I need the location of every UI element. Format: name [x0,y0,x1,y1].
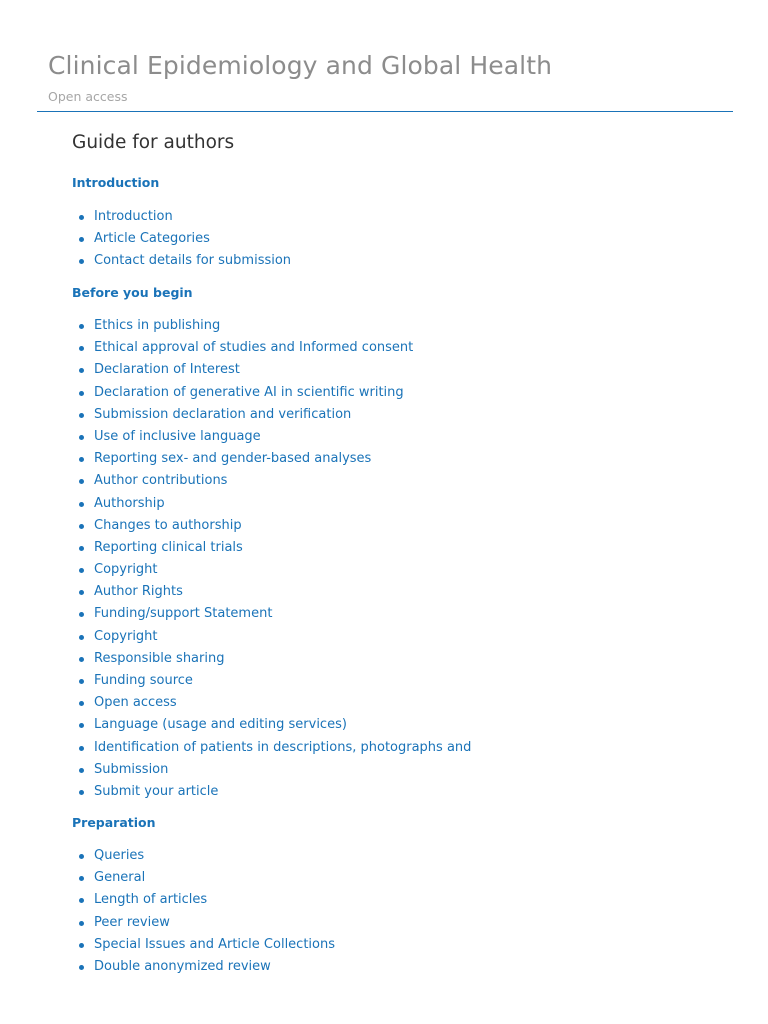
toc-link[interactable]: Use of inclusive language [94,428,261,444]
section-heading-preparation[interactable]: Preparation [72,815,156,830]
bullet-icon [79,391,84,396]
toc-item[interactable] [72,404,471,426]
journal-title: Clinical Epidemiology and Global Health [48,51,553,80]
toc-link[interactable]: Responsible sharing [94,650,225,666]
toc-link[interactable]: Authorship [94,495,165,511]
toc-link[interactable]: Declaration of generative AI in scientific writing [94,384,404,400]
toc-link[interactable]: Length of articles [94,892,208,908]
bullet-icon [79,435,84,440]
guide-content [72,125,712,974]
section-before-you-begin [72,285,471,803]
bullet-icon [79,657,84,662]
toc-item[interactable] [72,912,335,934]
toc-item[interactable] [72,448,471,470]
toc-item[interactable] [72,867,335,889]
toc-link[interactable]: Author Rights [94,584,183,600]
toc-link[interactable]: Reporting clinical trials [94,539,243,555]
toc-link[interactable]: Submission declaration and verification [94,406,352,422]
bullet-icon [79,854,84,859]
toc-item[interactable] [72,581,471,603]
toc-list-before-you-begin [72,315,471,803]
toc-item[interactable] [72,603,471,625]
toc-link[interactable]: Author contributions [94,473,228,489]
toc-link[interactable]: Identification of patients in descriptions, photographs and [94,739,472,755]
toc-item[interactable] [72,759,471,781]
section-heading-introduction[interactable]: Introduction [72,175,160,190]
bullet-icon [79,943,84,948]
bullet-icon [79,898,84,903]
toc-link[interactable]: Submission [94,761,169,777]
bullet-icon [79,635,84,640]
toc-link[interactable]: Introduction [94,209,173,224]
bullet-icon [79,723,84,728]
toc-item[interactable] [72,537,471,559]
toc-item[interactable] [72,626,471,648]
toc-item[interactable] [72,206,291,228]
toc-item[interactable] [72,648,471,670]
toc-link[interactable]: Double anonymized review [94,958,271,974]
toc-link[interactable]: Funding source [94,673,193,688]
toc-item[interactable] [72,515,471,537]
toc-item[interactable] [72,426,471,448]
toc-link[interactable]: Funding/support Statement [94,606,273,622]
bullet-icon [79,965,84,970]
bullet-icon [79,701,84,706]
toc-item[interactable] [72,315,471,337]
toc-link[interactable]: Peer review [94,914,170,930]
toc-item[interactable] [72,737,471,759]
toc-link[interactable]: Submit your article [94,783,219,799]
toc-list-preparation [72,845,335,978]
toc-link[interactable]: Changes to authorship [94,517,242,533]
bullet-icon [79,612,84,617]
toc-item[interactable] [72,956,335,978]
bullet-icon [79,479,84,484]
bullet-icon [79,368,84,373]
toc-link[interactable]: Special Issues and Article Collections [94,936,335,952]
section-preparation [72,815,335,978]
bullet-icon [79,413,84,418]
page-title: Guide for authors [72,132,235,153]
toc-link[interactable]: Copyright [94,628,158,644]
toc-item[interactable] [72,250,291,272]
toc-item[interactable] [72,670,471,692]
toc-link[interactable]: Language (usage and editing services) [94,717,347,733]
toc-link[interactable]: Reporting sex- and gender-based analyses [94,451,372,467]
toc-link[interactable]: Queries [94,848,145,863]
bullet-icon [79,215,84,220]
bullet-icon [79,590,84,595]
bullet-icon [79,921,84,926]
bullet-icon [79,546,84,551]
bullet-icon [79,568,84,573]
bullet-icon [79,324,84,329]
toc-link[interactable]: Open access [94,695,177,711]
toc-item[interactable] [72,845,335,867]
bullet-icon [79,790,84,795]
toc-list-introduction [72,206,291,273]
toc-link[interactable]: General [94,870,146,886]
bullet-icon [79,346,84,351]
toc-item[interactable] [72,889,335,911]
toc-link[interactable]: Declaration of Interest [94,362,240,378]
bullet-icon [79,237,84,242]
bullet-icon [79,502,84,507]
toc-link[interactable]: Copyright [94,562,158,578]
bullet-icon [79,524,84,529]
toc-item[interactable] [72,382,471,404]
section-heading-before-you-begin[interactable]: Before you begin [72,285,193,300]
toc-item[interactable] [72,359,471,381]
toc-item[interactable] [72,470,471,492]
section-introduction [72,175,291,273]
toc-item[interactable] [72,714,471,736]
bullet-icon [79,746,84,751]
toc-item[interactable] [72,337,471,359]
toc-link[interactable]: Contact details for submission [94,253,292,269]
toc-item[interactable] [72,692,471,714]
toc-item[interactable] [72,493,471,515]
page-header [37,0,733,112]
bullet-icon [79,876,84,881]
bullet-icon [79,457,84,462]
bullet-icon [79,679,84,684]
bullet-icon [79,768,84,773]
toc-item[interactable] [72,934,335,956]
toc-item[interactable] [72,228,291,250]
toc-link[interactable]: Article Categories [94,231,210,247]
journal-subtitle: Open access [48,89,128,104]
toc-item[interactable] [72,559,471,581]
toc-item[interactable] [72,781,471,803]
toc-link[interactable]: Ethics in publishing [94,318,221,333]
bullet-icon [79,259,84,264]
toc-link[interactable]: Ethical approval of studies and Informed consent [94,340,414,356]
